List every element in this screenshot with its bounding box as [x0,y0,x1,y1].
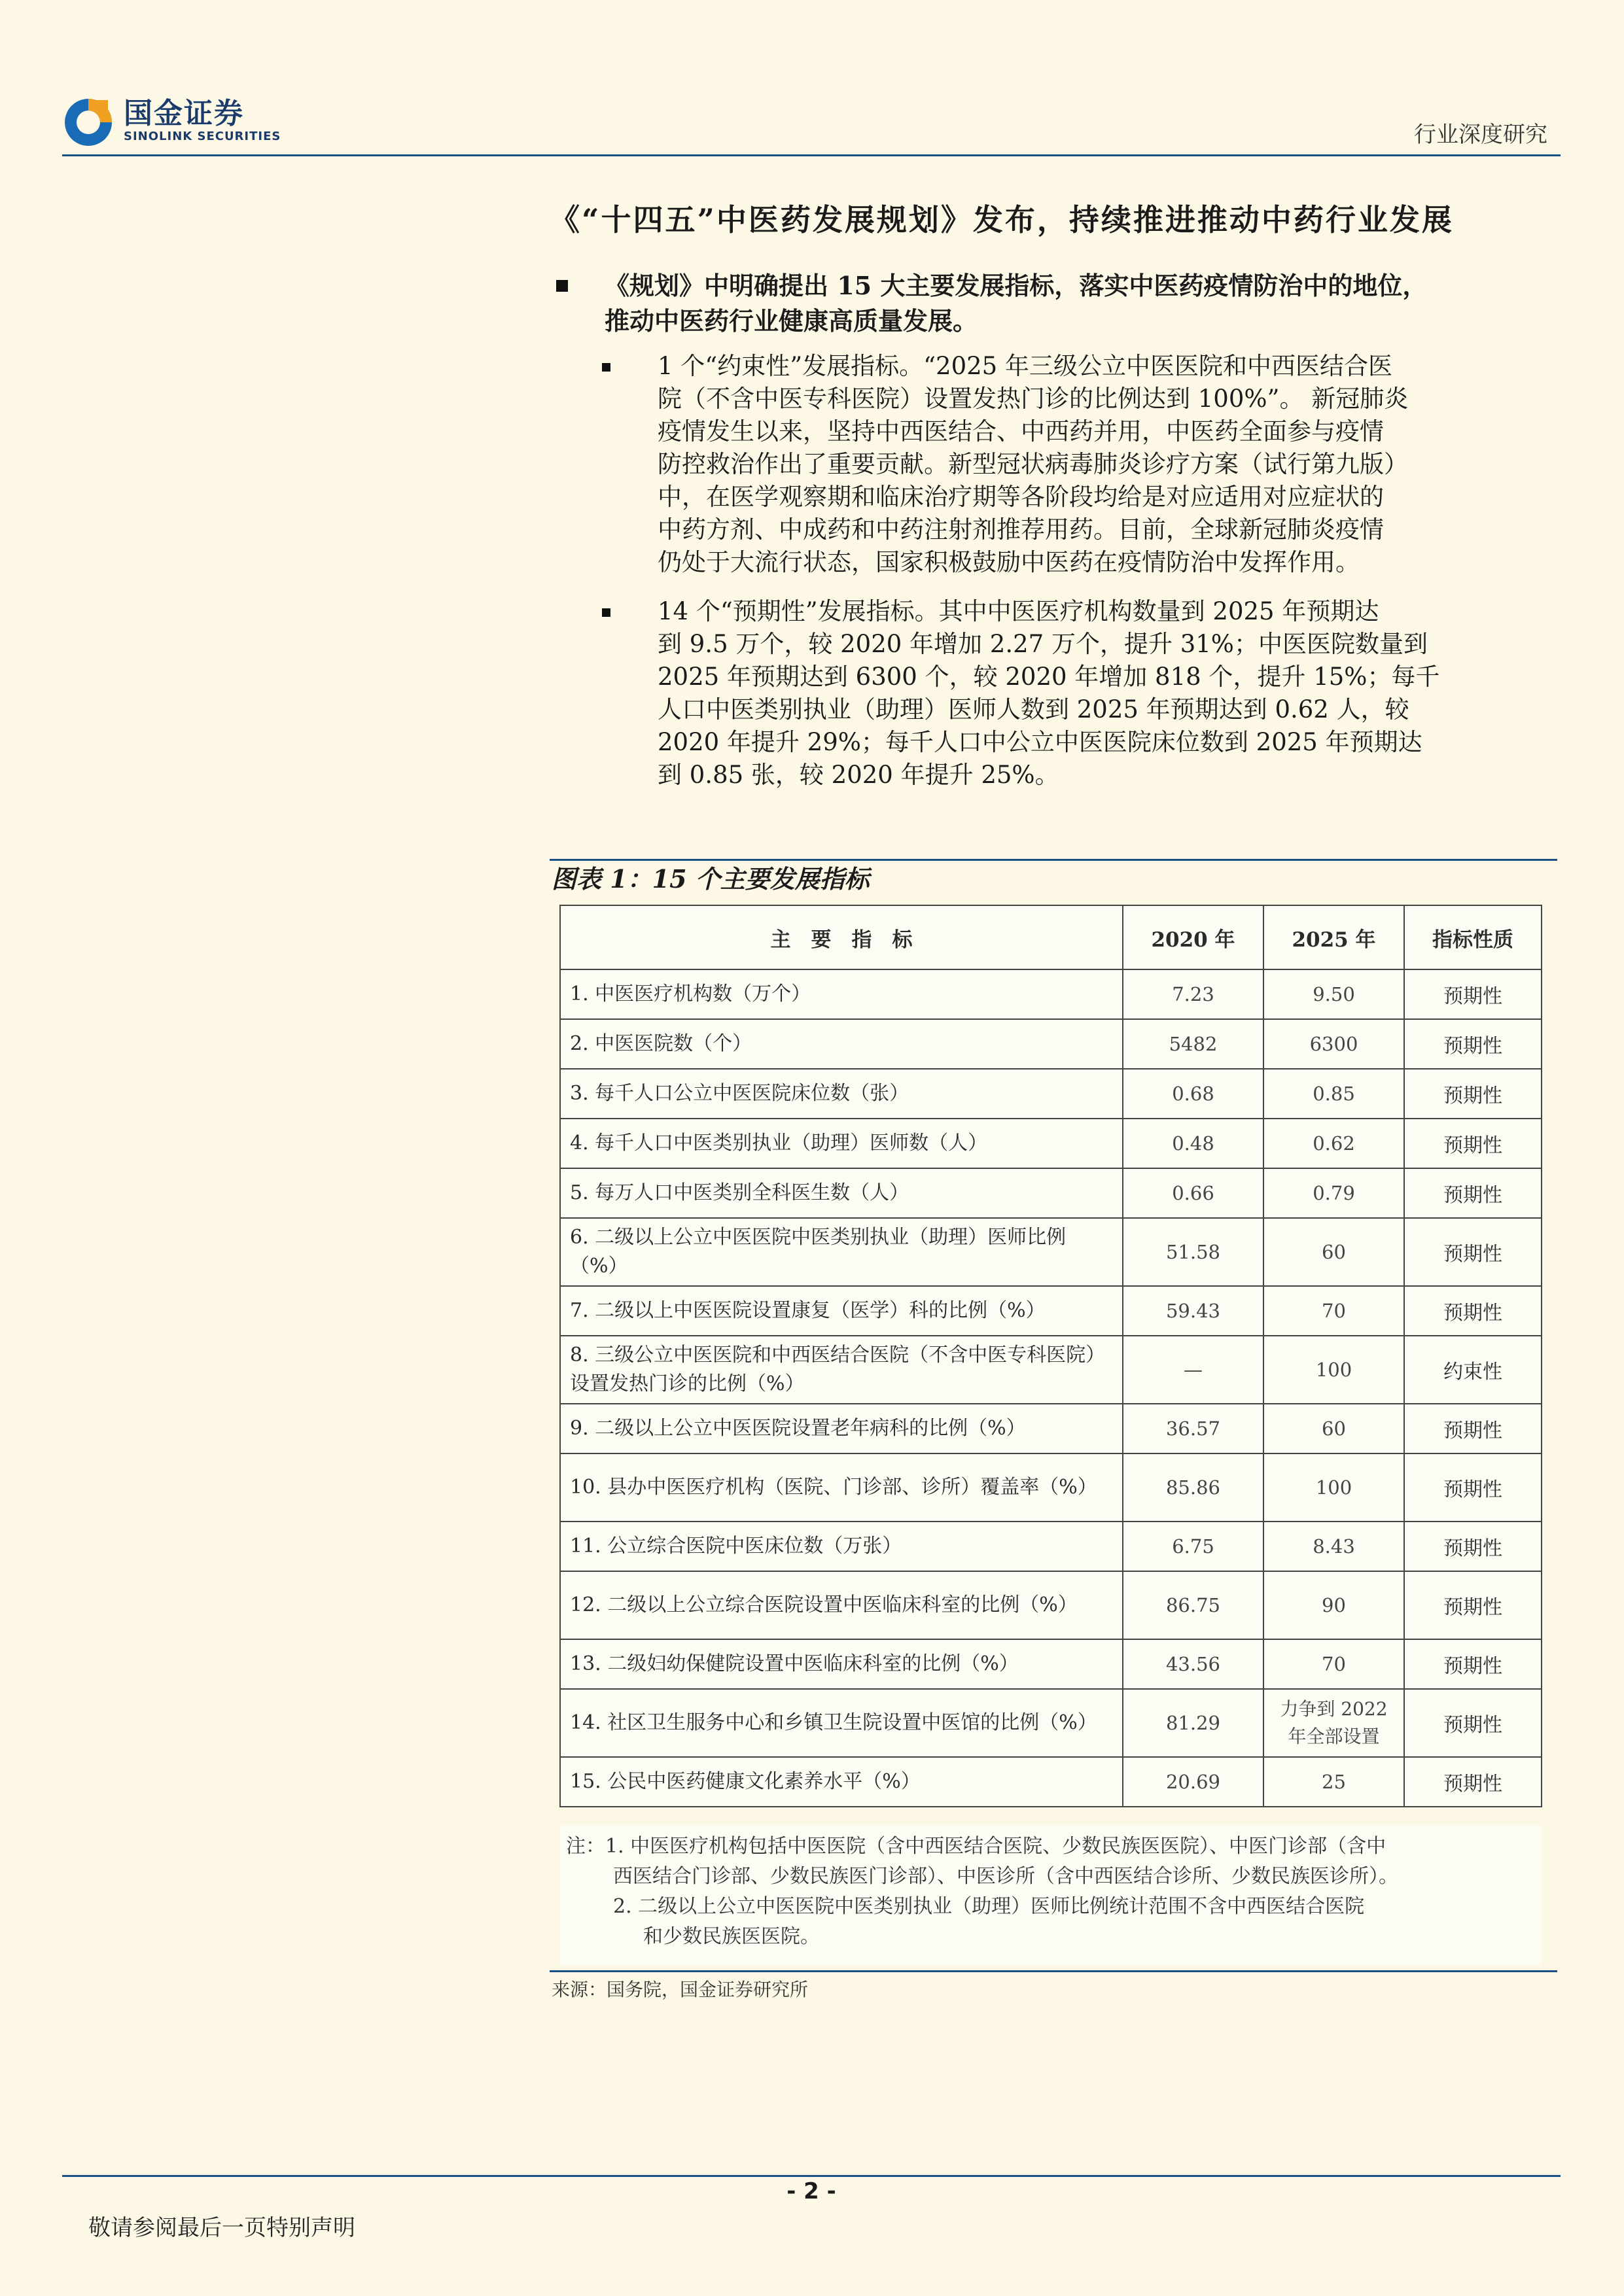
indicator-kind: 约束性 [1404,1336,1542,1404]
paragraph-line: 仍处于大流行状态，国家积极鼓励中医药在疫情防治中发挥作用。 [658,548,1360,576]
header-kind: 指标性质 [1404,905,1542,969]
page-header [62,92,1561,157]
note-line: 2. 二级以上公立中医医院中医类别执业（助理）医师比例统计范围不含中西医结合医院 [613,1895,1365,1918]
paragraph-line: 到 9.5 万个，较 2020 年增加 2.27 万个，提升 31%；中医医院数量到 [658,630,1428,658]
footer-disclaimer: 敬请参阅最后一页特别声明 [88,2215,355,2241]
value-2025: 6300 [1263,1019,1404,1069]
value-2020: 7.23 [1123,969,1263,1019]
indicators-table [559,905,1542,1807]
sub-bullet-expected [602,595,1557,791]
header-2020: 2020 年 [1123,905,1263,969]
indicator-kind: 预期性 [1404,969,1542,1019]
paragraph-line: 2025 年预期达到 6300 个，较 2020 年增加 818 个，提升 15%；每千 [658,663,1440,691]
note-line: 西医结合门诊部、少数民族医门诊部）、中医诊所（含中西医结合诊所、少数民族医诊所）。 [613,1865,1398,1888]
main-bullet-line-1: 《规划》中明确提出 15 大主要发展指标，落实中医药疫情防治中的地位， [605,271,1428,300]
value-2025: 25 [1263,1757,1404,1807]
indicator-name: 6. 二级以上公立中医医院中医类别执业（助理）医师比例（%） [560,1218,1123,1286]
paragraph-line: 2020 年提升 29%；每千人口中公立中医医院床位数到 2025 年预期达 [658,728,1422,756]
note-line: 和少数民族医医院。 [643,1925,820,1948]
bullet-square-icon [602,608,610,617]
paragraph-line: 中药方剂、中成药和中药注射剂推荐用药。目前，全球新冠肺炎疫情 [658,515,1384,544]
report-category: 行业深度研究 [1414,122,1547,148]
table-row [560,1757,1542,1807]
table-row [560,1119,1542,1168]
indicator-name: 15. 公民中医药健康文化素养水平（%） [560,1757,1123,1807]
note-line: 注：1. 中医医疗机构包括中医医院（含中西医结合医院、少数民族医医院）、中医门诊部（含中 [566,1835,1386,1858]
table-notes [559,1825,1541,1965]
value-2025: 0.62 [1263,1119,1404,1168]
section-title: 《“十四五”中医药发展规划》发布，持续推进推动中药行业发展 [550,202,1454,237]
table-row [560,1336,1542,1404]
indicator-kind: 预期性 [1404,1286,1542,1336]
table-row [560,1639,1542,1689]
value-2025: 60 [1263,1218,1404,1286]
indicator-name: 14. 社区卫生服务中心和乡镇卫生院设置中医馆的比例（%） [560,1689,1123,1757]
table-row [560,1453,1542,1522]
company-logo [62,92,281,150]
value-2020: 20.69 [1123,1757,1263,1807]
value-2025: 60 [1263,1404,1404,1453]
value-2020: 51.58 [1123,1218,1263,1286]
header-2025: 2025 年 [1263,905,1404,969]
sub-bullet-constraint [602,350,1557,579]
indicator-name: 7. 二级以上中医医院设置康复（医学）科的比例（%） [560,1286,1123,1336]
value-2020: 59.43 [1123,1286,1263,1336]
value-2020: 5482 [1123,1019,1263,1069]
paragraph-line: 1 个“约束性”发展指标。“2025 年三级公立中医医院和中西医结合医 [658,352,1392,380]
indicator-kind: 预期性 [1404,1639,1542,1689]
indicator-name: 12. 二级以上公立综合医院设置中医临床科室的比例（%） [560,1571,1123,1639]
page-number: - 2 - [786,2178,836,2204]
table-row [560,1069,1542,1119]
paragraph-line: 中，在医学观察期和临床治疗期等各阶段均给是对应适用对应症状的 [658,483,1384,511]
paragraph-line: 14 个“预期性”发展指标。其中中医医疗机构数量到 2025 年预期达 [658,597,1379,625]
footer-divider [62,2175,1561,2177]
table-row [560,1571,1542,1639]
logo-en-text: SINOLINK SECURITIES [124,130,281,143]
value-2025: 70 [1263,1286,1404,1336]
value-2020: 6.75 [1123,1522,1263,1571]
table-row [560,1404,1542,1453]
indicator-kind: 预期性 [1404,1069,1542,1119]
indicator-name: 11. 公立综合医院中医床位数（万张） [560,1522,1123,1571]
indicator-name: 10. 县办中医医疗机构（医院、门诊部、诊所）覆盖率（%） [560,1453,1123,1522]
logo-mark-icon [62,95,115,147]
indicator-kind: 预期性 [1404,1168,1542,1218]
value-2025: 100 [1263,1336,1404,1404]
value-2020: 0.66 [1123,1168,1263,1218]
header-indicator: 主 要 指 标 [560,905,1123,969]
table-row [560,1689,1542,1757]
value-2020: 0.68 [1123,1069,1263,1119]
indicator-kind: 预期性 [1404,1689,1542,1757]
indicators-table-wrapper [559,905,1544,1807]
value-2025: 力争到 2022 年全部设置 [1263,1689,1404,1757]
main-bullet-line-2: 推动中医药行业健康高质量发展。 [605,306,978,336]
indicator-name: 13. 二级妇幼保健院设置中医临床科室的比例（%） [560,1639,1123,1689]
value-2020: 81.29 [1123,1689,1263,1757]
indicator-kind: 预期性 [1404,1757,1542,1807]
paragraph-line: 院（不含中医专科医院）设置发热门诊的比例达到 100%”。 新冠肺炎 [658,385,1409,413]
value-2020: 85.86 [1123,1453,1263,1522]
paragraph-line: 防控救治作出了重要贡献。新型冠状病毒肺炎诊疗方案（试行第九版） [658,450,1408,478]
chart-title: 图表 1：15 个主要发展指标 [552,864,870,894]
bullet-square-icon [556,280,568,292]
bullet-square-icon [602,363,610,372]
indicator-kind: 预期性 [1404,1019,1542,1069]
indicator-name: 3. 每千人口公立中医医院床位数（张） [560,1069,1123,1119]
indicator-kind: 预期性 [1404,1522,1542,1571]
table-row [560,1522,1542,1571]
table-row [560,1218,1542,1286]
paragraph-line: 人口中医类别执业（助理）医师人数到 2025 年预期达到 0.62 人，较 [658,695,1409,723]
value-2025: 90 [1263,1571,1404,1639]
indicator-name: 1. 中医医疗机构数（万个） [560,969,1123,1019]
value-2020: 0.48 [1123,1119,1263,1168]
indicator-kind: 预期性 [1404,1453,1542,1522]
value-2020: 36.57 [1123,1404,1263,1453]
logo-cn-text: 国金证券 [124,97,244,130]
table-row [560,1168,1542,1218]
value-2020: 43.56 [1123,1639,1263,1689]
value-2025: 100 [1263,1453,1404,1522]
value-2020: — [1123,1336,1263,1404]
indicator-name: 2. 中医医院数（个） [560,1019,1123,1069]
main-bullet [556,268,1564,339]
indicator-kind: 预期性 [1404,1218,1542,1286]
table-row [560,1019,1542,1069]
value-2020: 86.75 [1123,1571,1263,1639]
indicator-name: 4. 每千人口中医类别执业（助理）医师数（人） [560,1119,1123,1168]
table-row [560,1286,1542,1336]
header-divider [62,154,1561,156]
chart-source: 来源：国务院，国金证券研究所 [552,1979,809,2000]
indicator-kind: 预期性 [1404,1571,1542,1639]
table-header-row [560,905,1542,969]
value-2025: 70 [1263,1639,1404,1689]
paragraph-line: 疫情发生以来，坚持中西医结合、中西药并用，中医药全面参与疫情 [658,417,1384,445]
indicator-name: 9. 二级以上公立中医医院设置老年病科的比例（%） [560,1404,1123,1453]
indicator-kind: 预期性 [1404,1404,1542,1453]
value-2025: 0.79 [1263,1168,1404,1218]
value-2025: 0.85 [1263,1069,1404,1119]
chart-bottom-divider [550,1970,1557,1972]
table-row [560,969,1542,1019]
value-2025: 8.43 [1263,1522,1404,1571]
indicator-name: 8. 三级公立中医医院和中西医结合医院（不含中医专科医院）设置发热门诊的比例（%） [560,1336,1123,1404]
indicator-name: 5. 每万人口中医类别全科医生数（人） [560,1168,1123,1218]
value-2025: 9.50 [1263,969,1404,1019]
paragraph-line: 到 0.85 张，较 2020 年提升 25%。 [658,761,1059,789]
indicator-kind: 预期性 [1404,1119,1542,1168]
